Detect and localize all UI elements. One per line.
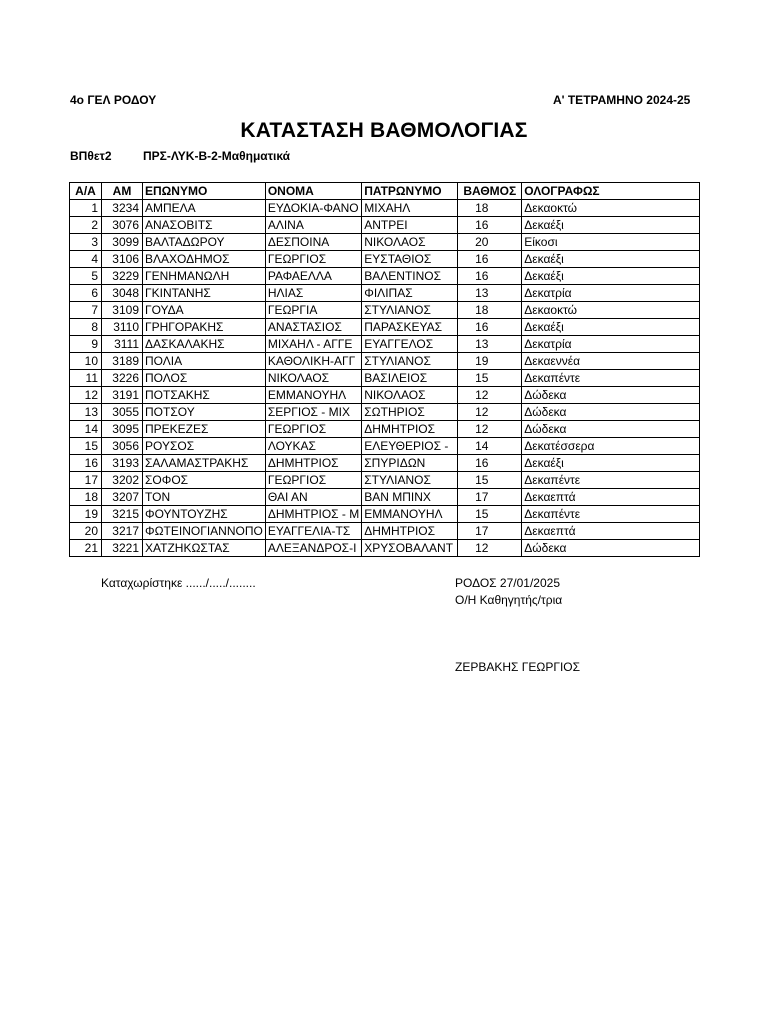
table-row [70, 217, 700, 234]
row-father-name: ΝΙΚΟΛΑΟΣ [362, 234, 458, 251]
row-index: 14 [70, 421, 102, 438]
row-am: 3207 [102, 489, 143, 506]
row-name: ΑΛΕΞΑΝΔΡΟΣ-Ι [265, 540, 361, 557]
row-am: 3110 [102, 319, 143, 336]
row-name: ΜΙΧΑΗΛ - ΑΓΓΕ [265, 336, 361, 353]
row-index: 6 [70, 285, 102, 302]
row-name: ΣΕΡΓΙΟΣ - ΜΙΧ [265, 404, 361, 421]
row-name: ΓΕΩΡΓΙΟΣ [265, 251, 361, 268]
row-index: 7 [70, 302, 102, 319]
row-name: ΓΕΩΡΓΙΑ [265, 302, 361, 319]
row-am: 3076 [102, 217, 143, 234]
row-am: 3234 [102, 200, 143, 217]
column-header-name: ΟΝΟΜΑ [265, 183, 361, 200]
row-surname: ΡΟΥΣΟΣ [143, 438, 266, 455]
course-label: ΠΡΣ-ΛΥΚ-Β-2-Μαθηματικά [143, 149, 291, 163]
row-index: 2 [70, 217, 102, 234]
column-header-surname: ΕΠΩΝΥΜΟ [143, 183, 266, 200]
row-surname: ΓΕΝΗΜΑΝΩΛΗ [143, 268, 266, 285]
row-grade-words: Δεκατέσσερα [522, 438, 700, 455]
row-am: 3111 [102, 336, 143, 353]
column-header-grade: ΒΑΘΜΟΣ [458, 183, 522, 200]
table-row [70, 489, 700, 506]
row-grade: 18 [458, 302, 522, 319]
row-index: 18 [70, 489, 102, 506]
row-am: 3193 [102, 455, 143, 472]
row-name: ΕΥΔΟΚΙΑ-ΦΑΝΟ [265, 200, 361, 217]
row-surname: ΦΟΥΝΤΟΥΖΗΣ [143, 506, 266, 523]
row-surname: ΒΑΛΤΑΔΩΡΟΥ [143, 234, 266, 251]
row-name: ΑΛΙΝΑ [265, 217, 361, 234]
row-name: ΘΑΙ ΑΝ [265, 489, 361, 506]
row-grade: 12 [458, 540, 522, 557]
row-father-name: ΑΝΤΡΕΙ [362, 217, 458, 234]
column-header-am: ΑΜ [102, 183, 143, 200]
row-am: 3055 [102, 404, 143, 421]
row-name: ΔΗΜΗΤΡΙΟΣ [265, 455, 361, 472]
table-row [70, 234, 700, 251]
row-name: ΗΛΙΑΣ [265, 285, 361, 302]
row-father-name: ΦΙΛΙΠΑΣ [362, 285, 458, 302]
table-row [70, 472, 700, 489]
table-row [70, 302, 700, 319]
row-name: ΚΑΘΟΛΙΚΗ-ΑΓΓ [265, 353, 361, 370]
row-grade: 12 [458, 404, 522, 421]
row-surname: ΓΚΙΝΤΑΝΗΣ [143, 285, 266, 302]
row-grade: 19 [458, 353, 522, 370]
row-am: 3189 [102, 353, 143, 370]
row-grade-words: Δεκαέξι [522, 251, 700, 268]
row-grade-words: Δεκαέξι [522, 455, 700, 472]
school-name: 4ο ΓΕΛ ΡΟΔΟΥ [70, 93, 157, 107]
row-grade: 17 [458, 523, 522, 540]
row-grade: 15 [458, 506, 522, 523]
table-row [70, 438, 700, 455]
row-index: 9 [70, 336, 102, 353]
row-grade-words: Δεκαεπτά [522, 489, 700, 506]
row-grade-words: Δεκαπέντε [522, 472, 700, 489]
registered-note: Καταχωρίστηκε ....../...../........ [101, 576, 256, 590]
row-name: ΕΜΜΑΝΟΥΗΛ [265, 387, 361, 404]
row-am: 3056 [102, 438, 143, 455]
row-index: 11 [70, 370, 102, 387]
row-father-name: ΕΥΑΓΓΕΛΟΣ [362, 336, 458, 353]
table-row [70, 353, 700, 370]
table-row [70, 387, 700, 404]
table-row [70, 370, 700, 387]
table-row [70, 319, 700, 336]
row-index: 3 [70, 234, 102, 251]
row-am: 3191 [102, 387, 143, 404]
row-name: ΓΕΩΡΓΙΟΣ [265, 472, 361, 489]
row-grade-words: Δεκατρία [522, 285, 700, 302]
row-father-name: ΣΩΤΗΡΙΟΣ [362, 404, 458, 421]
row-grade: 12 [458, 421, 522, 438]
row-name: ΔΗΜΗΤΡΙΟΣ - Μ [265, 506, 361, 523]
row-father-name: ΒΑΣΙΛΕΙΟΣ [362, 370, 458, 387]
row-am: 3221 [102, 540, 143, 557]
row-index: 21 [70, 540, 102, 557]
row-surname: ΠΟΛΟΣ [143, 370, 266, 387]
row-grade-words: Δεκαέξι [522, 217, 700, 234]
row-grade-words: Δώδεκα [522, 540, 700, 557]
row-father-name: ΣΤΥΛΙΑΝΟΣ [362, 353, 458, 370]
row-grade-words: Δεκαεννέα [522, 353, 700, 370]
table-row [70, 506, 700, 523]
teacher-name: ΖΕΡΒΑΚΗΣ ΓΕΩΡΓΙΟΣ [455, 660, 581, 674]
row-index: 12 [70, 387, 102, 404]
row-grade-words: Είκοσι [522, 234, 700, 251]
row-father-name: ΜΙΧΑΗΛ [362, 200, 458, 217]
row-father-name: ΠΑΡΑΣΚΕΥΑΣ [362, 319, 458, 336]
row-father-name: ΔΗΜΗΤΡΙΟΣ [362, 421, 458, 438]
row-index: 10 [70, 353, 102, 370]
row-grade: 14 [458, 438, 522, 455]
row-surname: ΔΑΣΚΑΛΑΚΗΣ [143, 336, 266, 353]
place-date: ΡΟΔΟΣ 27/01/2025 [455, 576, 560, 590]
row-name: ΓΕΩΡΓΙΟΣ [265, 421, 361, 438]
row-father-name: ΒΑΝ ΜΠΙΝΧ [362, 489, 458, 506]
row-surname: ΠΟΤΣΟΥ [143, 404, 266, 421]
row-name: ΑΝΑΣΤΑΣΙΟΣ [265, 319, 361, 336]
row-grade: 16 [458, 217, 522, 234]
row-father-name: ΣΤΥΛΙΑΝΟΣ [362, 302, 458, 319]
row-index: 19 [70, 506, 102, 523]
row-name: ΡΑΦΑΕΛΛΑ [265, 268, 361, 285]
table-row [70, 200, 700, 217]
row-surname: ΑΜΠΕΛΑ [143, 200, 266, 217]
term-label: Α' ΤΕΤΡΑΜΗΝΟ 2024-25 [553, 93, 691, 107]
row-father-name: ΝΙΚΟΛΑΟΣ [362, 387, 458, 404]
row-grade-words: Δεκαέξι [522, 268, 700, 285]
row-am: 3109 [102, 302, 143, 319]
row-am: 3048 [102, 285, 143, 302]
row-surname: ΒΛΑΧΟΔΗΜΟΣ [143, 251, 266, 268]
row-am: 3202 [102, 472, 143, 489]
row-index: 16 [70, 455, 102, 472]
row-grade-words: Δεκαπέντε [522, 370, 700, 387]
row-surname: ΠΟΛΙΑ [143, 353, 266, 370]
row-name: ΕΥΑΓΓΕΛΙΑ-ΤΣ [265, 523, 361, 540]
row-grade-words: Δώδεκα [522, 387, 700, 404]
row-grade-words: Δεκατρία [522, 336, 700, 353]
row-father-name: ΕΜΜΑΝΟΥΗΛ [362, 506, 458, 523]
row-grade-words: Δώδεκα [522, 404, 700, 421]
table-row [70, 455, 700, 472]
row-father-name: ΕΛΕΥΘΕΡΙΟΣ - [362, 438, 458, 455]
row-grade-words: Δεκαέξι [522, 319, 700, 336]
row-surname: ΣΑΛΑΜΑΣΤΡΑΚΗΣ [143, 455, 266, 472]
row-surname: ΦΩΤΕΙΝΟΓΙΑΝΝΟΠΟ [143, 523, 266, 540]
row-surname: ΤΟΝ [143, 489, 266, 506]
row-am: 3095 [102, 421, 143, 438]
row-grade: 15 [458, 370, 522, 387]
row-am: 3099 [102, 234, 143, 251]
row-surname: ΠΟΤΣΑΚΗΣ [143, 387, 266, 404]
column-header-grade-words: ΟΛΟΓΡΑΦΩΣ [522, 183, 700, 200]
row-grade: 12 [458, 387, 522, 404]
table-header-row [70, 183, 700, 200]
table-row [70, 404, 700, 421]
row-name: ΝΙΚΟΛΑΟΣ [265, 370, 361, 387]
row-grade: 16 [458, 455, 522, 472]
page-title: ΚΑΤΑΣΤΑΣΗ ΒΑΘΜΟΛΟΓΙΑΣ [240, 119, 528, 142]
row-surname: ΓΡΗΓΟΡΑΚΗΣ [143, 319, 266, 336]
row-surname: ΧΑΤΖΗΚΩΣΤΑΣ [143, 540, 266, 557]
row-index: 5 [70, 268, 102, 285]
table-row [70, 523, 700, 540]
row-father-name: ΣΤΥΛΙΑΝΟΣ [362, 472, 458, 489]
row-father-name: ΕΥΣΤΑΘΙΟΣ [362, 251, 458, 268]
row-index: 13 [70, 404, 102, 421]
row-grade: 13 [458, 285, 522, 302]
column-header-index: Α/Α [70, 183, 102, 200]
row-index: 15 [70, 438, 102, 455]
row-grade: 17 [458, 489, 522, 506]
row-name: ΔΕΣΠΟΙΝΑ [265, 234, 361, 251]
class-label: ΒΠθετ2 [70, 149, 112, 163]
row-father-name: ΧΡΥΣΟΒΑΛΑΝΤ [362, 540, 458, 557]
row-am: 3215 [102, 506, 143, 523]
table-row [70, 421, 700, 438]
row-grade-words: Δεκαεπτά [522, 523, 700, 540]
row-index: 20 [70, 523, 102, 540]
row-grade: 16 [458, 268, 522, 285]
table-row [70, 268, 700, 285]
row-index: 1 [70, 200, 102, 217]
row-am: 3229 [102, 268, 143, 285]
row-index: 17 [70, 472, 102, 489]
row-father-name: ΣΠΥΡΙΔΩΝ [362, 455, 458, 472]
row-father-name: ΒΑΛΕΝΤΙΝΟΣ [362, 268, 458, 285]
row-grade: 18 [458, 200, 522, 217]
table-row [70, 251, 700, 268]
row-index: 8 [70, 319, 102, 336]
row-am: 3226 [102, 370, 143, 387]
teacher-label: Ο/Η Καθηγητής/τρια [455, 593, 563, 607]
row-grade-words: Δεκαοκτώ [522, 200, 700, 217]
row-grade: 20 [458, 234, 522, 251]
table-row [70, 540, 700, 557]
row-am: 3106 [102, 251, 143, 268]
row-grade: 16 [458, 319, 522, 336]
grades-table [69, 182, 700, 557]
row-grade: 16 [458, 251, 522, 268]
column-header-father-name: ΠΑΤΡΩΝΥΜΟ [362, 183, 458, 200]
row-surname: ΣΟΦΟΣ [143, 472, 266, 489]
row-grade-words: Δεκαπέντε [522, 506, 700, 523]
row-surname: ΠΡΕΚΕΖΕΣ [143, 421, 266, 438]
row-grade-words: Δεκαοκτώ [522, 302, 700, 319]
row-name: ΛΟΥΚΑΣ [265, 438, 361, 455]
row-grade: 13 [458, 336, 522, 353]
table-row [70, 336, 700, 353]
row-index: 4 [70, 251, 102, 268]
row-father-name: ΔΗΜΗΤΡΙΟΣ [362, 523, 458, 540]
table-row [70, 285, 700, 302]
row-surname: ΑΝΑΣΟΒΙΤΣ [143, 217, 266, 234]
row-surname: ΓΟΥΔΑ [143, 302, 266, 319]
row-grade-words: Δώδεκα [522, 421, 700, 438]
row-grade: 15 [458, 472, 522, 489]
row-am: 3217 [102, 523, 143, 540]
